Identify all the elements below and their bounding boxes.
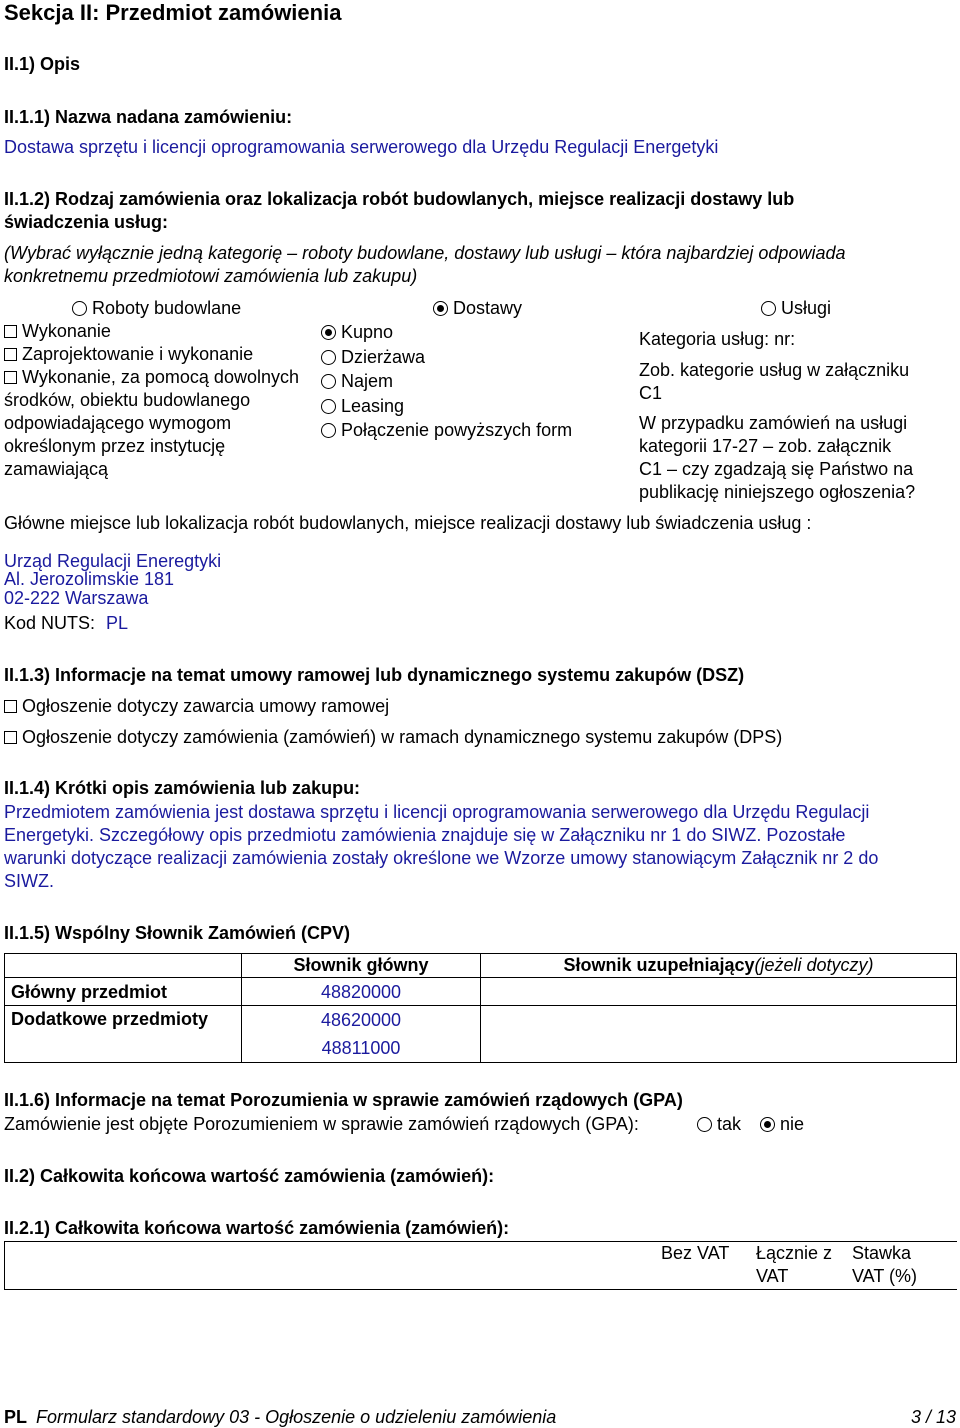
value-table-header [5,1242,958,1290]
location-label: Główne miejsce lub lokalizacja robót budowlanych, miejsce realizacji dostawy lub świadczenia usług : [4,513,812,533]
heading-ii-1-6: II.1.6) Informacje na temat Porozumienia w sprawie zamówień rządowych (GPA) [4,1090,683,1110]
roboty-cont-line2: odpowiadającego wymogom [4,413,232,433]
checkbox-label: Ogłoszenie dotyczy zawarcia umowy ramowej [22,696,390,716]
radio-empty-icon [321,350,336,365]
nuts-code [4,613,128,634]
radio-empty-icon [761,301,776,316]
description-line1: Przedmiotem zamówienia jest dostawa sprzętu i licencji oprogramowania serwerowego dla Urzędu Regulacji [4,802,870,822]
checkbox-dps[interactable] [4,727,782,748]
radio-roboty-budowlane[interactable] [72,298,241,319]
uslugi-zob-line2: C1 [639,383,663,403]
description-line4: SIWZ. [4,871,54,891]
table-cell [5,954,242,978]
cpv-extra-codes [242,1006,481,1063]
section-title: Sekcja II: Przedmiot zamówienia [4,0,342,25]
radio-leasing[interactable] [321,396,404,417]
roboty-cont-line1: środków, obiektu budowlanego [4,390,251,410]
radio-label: Leasing [341,396,405,416]
address-line3: 02-222 Warszawa [4,588,149,608]
contract-name: Dostawa sprzętu i licencji oprogramowania serwerowego dla Urzędu Regulacji Energetyki [4,137,719,157]
heading-ii-2: II.2) Całkowita końcowa wartość zamówienia (zamówień): [4,1166,495,1186]
cpv-row2-label: Dodatkowe przedmioty [5,1006,242,1063]
radio-checked-icon [433,301,448,316]
table-row [5,1242,958,1290]
cpv-col-supp [481,954,957,978]
cpv-table [4,953,957,1063]
cpv-main-code: 48820000 [242,978,481,1006]
col-stawka-line1: Stawka [852,1243,912,1263]
radio-najem[interactable] [321,371,393,392]
address-line1: Urząd Regulacji Eneregtyki [4,551,222,571]
heading-ii-1-2-line2: świadczenia usług: [4,212,169,232]
table-row [5,978,957,1006]
radio-polaczenie[interactable] [321,420,572,441]
checkbox-label: Ogłoszenie dotyczy zamówienia (zamówień) w ramach dynamicznego systemu zakupów (DPS) [22,727,783,747]
col-stawka-line2: VAT (%) [852,1266,918,1286]
radio-empty-icon [321,423,336,438]
radio-dostawy-label: Dostawy [453,298,523,318]
col-bez-vat: Bez VAT [661,1243,730,1263]
heading-ii-1-5: II.1.5) Wspólny Słownik Zamówień (CPV) [4,923,351,943]
cpv-extra-code-2: 48811000 [321,1038,401,1058]
cpv-row1-label: Główny przedmiot [5,978,242,1006]
footer-page: 3 / 13 [910,1407,956,1427]
checkbox-umowa-ramowa[interactable] [4,696,389,717]
col-lacznie-line1: Łącznie z [756,1243,833,1263]
checkbox-zaprojektowanie[interactable] [4,344,253,365]
uslugi-w-line3: C1 – czy zgadzają się Państwo na [639,459,914,479]
radio-empty-icon [697,1117,712,1132]
gpa-question: Zamówienie jest objęte Porozumieniem w sprawie zamówień rządowych (GPA): [4,1114,639,1134]
radio-dzierzawa[interactable] [321,347,425,368]
checkbox-label: Wykonanie, za pomocą dowolnych [22,367,299,387]
address-line2: Al. Jerozolimskie 181 [4,569,175,589]
heading-ii-1-2-line1: II.1.2) Rodzaj zamówienia oraz lokalizacja robót budowlanych, miejsce realizacji dostawy lub [4,189,795,209]
uslugi-w-line2: kategorii 17-27 – zob. załącznik [639,436,892,456]
checkbox-wykonanie[interactable] [4,321,111,342]
uslugi-w-line4: publikację niniejszego ogłoszenia? [639,482,916,502]
nuts-label: Kod NUTS: [4,613,96,633]
radio-uslugi[interactable] [761,298,831,319]
category-note-line1: (Wybrać wyłącznie jedną kategorię – roboty budowlane, dostawy lub usługi – która najbardziej odpowiada [4,243,846,263]
radio-dostawy[interactable] [433,298,522,319]
footer-lang: PL [4,1407,28,1427]
radio-kupno[interactable] [321,322,393,343]
radio-label: tak [717,1114,742,1134]
cpv-extra-code-1: 48620000 [320,1010,402,1030]
footer-form: Formularz standardowy 03 - Ogłoszenie o udzieleniu zamówienia [36,1407,557,1427]
roboty-cont-line3: określonym przez instytucję [4,436,226,456]
heading-ii-1-1: II.1.1) Nazwa nadana zamówieniu: [4,107,293,127]
checkbox-icon [4,731,17,744]
heading-ii-2-1: II.2.1) Całkowita końcowa wartość zamówienia (zamówień): [4,1218,510,1238]
radio-roboty-label: Roboty budowlane [92,298,242,318]
heading-ii-1-4: II.1.4) Krótki opis zamówienia lub zakupu: [4,778,361,798]
radio-label: Połączenie powyższych form [341,420,573,440]
nuts-value: PL [106,613,129,633]
radio-gpa-nie[interactable] [760,1114,804,1135]
value-table [4,1241,957,1290]
checkbox-label: Zaprojektowanie i wykonanie [22,344,254,364]
checkbox-icon [4,700,17,713]
table-row [5,1006,957,1063]
roboty-cont-line4: zamawiającą [4,459,109,479]
uslugi-kategoria: Kategoria usług: nr: [639,329,796,349]
category-note-line2: konkretnemu przedmiotowi zamówienia lub zakupu) [4,266,418,286]
radio-empty-icon [321,399,336,414]
radio-gpa-tak[interactable] [697,1114,741,1135]
cpv-col-supp-label: Słownik uzupełniający [563,955,755,975]
radio-label: Dzierżawa [341,347,426,367]
checkbox-label: Wykonanie [22,321,111,341]
radio-uslugi-label: Usługi [781,298,832,318]
radio-checked-icon [760,1117,775,1132]
cpv-col-supp-note: (jeżeli dotyczy) [754,955,874,975]
description-line3: warunki dotyczące realizacji zamówienia zostały określone we Wzorze umowy stanowiącym Załącznik nr 2 do [4,848,879,868]
table-cell [481,978,957,1006]
table-row [5,954,957,978]
checkbox-icon [4,325,17,338]
cpv-col-main: Słownik główny [242,954,481,978]
heading-ii-1: II.1) Opis [4,54,81,74]
uslugi-zob-line1: Zob. kategorie usług w załączniku [639,360,910,380]
radio-checked-icon [321,325,336,340]
checkbox-icon [4,348,17,361]
checkbox-icon [4,371,17,384]
description-line2: Energetyki. Szczegółowy opis przedmiotu zamówienia znajduje się w Załączniku nr 1 do SIWZ. Pozostałe [4,825,846,845]
radio-empty-icon [321,374,336,389]
heading-ii-1-3: II.1.3) Informacje na temat umowy ramowej lub dynamicznego systemu zakupów (DSZ) [4,665,745,685]
radio-label: Kupno [341,322,394,342]
table-cell [481,1006,957,1063]
uslugi-w-line1: W przypadku zamówień na usługi [639,413,908,433]
checkbox-wykonanie-dowolne[interactable] [4,367,299,388]
col-lacznie-line2: VAT [756,1266,789,1286]
radio-empty-icon [72,301,87,316]
radio-label: Najem [341,371,394,391]
radio-label: nie [780,1114,805,1134]
